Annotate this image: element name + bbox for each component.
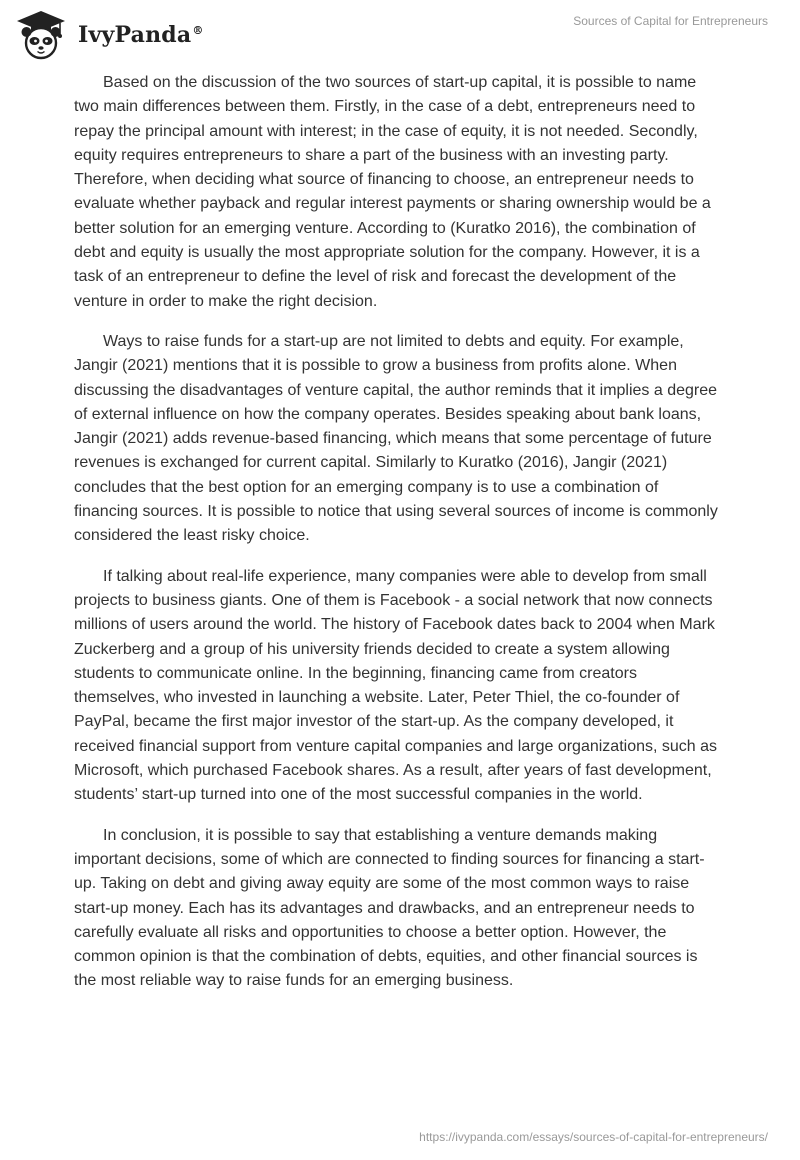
ivypanda-logo[interactable] [14, 8, 204, 62]
paragraph: Ways to raise funds for a start-up are not limited to debts and equity. For example, Jangir (2021) mentions that it is possible to grow a business from profits alone. When discussing the disadvantages of venture capital, the author reminds that it implies a degree of external influence on how the company operates. Besides speaking about bank loans, Jangir (2021) adds revenue-based financing, which means that some percentage of future revenues is exchanged for current capital. Similarly to Kuratko (2016), Jangir (2021) concludes that the best option for an emerging company is to use a combination of financing sources. It is possible to notice that using several sources of income is commonly considered the least risky choice. [74, 332, 718, 545]
panda-graduate-logo-icon [14, 8, 68, 62]
paragraph: If talking about real-life experience, many companies were able to develop from small projects to business giants. One of them is Facebook - a social network that now connects millions of users around the world. The history of Facebook dates back to 2004 when Mark Zuckerberg and a group of his university friends decided to create a system allowing students to communicate online. In the beginning, financing came from creators themselves, who invested in launching a website. Later, Peter Thiel, the co-founder of PayPal, became the first major investor of the start-up. As the company developed, it received financial support from venture capital companies and large organizations, such as Microsoft, which purchased Facebook shares. As a result, after years of fast development, students’ start-up turned into one of the most successful companies in the world. [74, 567, 718, 804]
source-url-link[interactable]: https://ivypanda.com/essays/sources-of-capital-for-entrepreneurs/ [419, 1130, 768, 1144]
essay-body [74, 71, 724, 1010]
paragraph: In conclusion, it is possible to say that establishing a venture demands making important decisions, some of which are connected to finding sources for financing a start-up. Taking on debt and giving away equity are some of the most common ways to raise start-up money. Each has its advantages and drawbacks, and an entrepreneur needs to carefully evaluate all risks and opportunities to choose a better option. However, the common opinion is that the combination of debts, equities, and other financial sources is the most reliable way to raise funds for an emerging business. [74, 826, 705, 990]
paragraph: Based on the discussion of the two sources of start-up capital, it is possible to name two main differences between them. Firstly, in the case of a debt, entrepreneurs need to repay the principal amount with interest; in the case of equity, it is not needed. Secondly, equity requires entrepreneurs to share a part of the business with an investing party. Therefore, when deciding what source of financing to choose, an entrepreneur needs to evaluate whether payback and regular interest payments or sharing ownership would be a better solution for an emerging venture. According to (Kuratko 2016), the combination of debt and equity is usually the most appropriate solution for the company. However, it is a task of an entrepreneur to define the level of risk and forecast the development of the venture in order to make the right decision. [74, 74, 711, 310]
brand-name: IvyPanda® [78, 22, 204, 48]
page-header [0, 0, 800, 70]
document-title: Sources of Capital for Entrepreneurs [573, 14, 768, 28]
